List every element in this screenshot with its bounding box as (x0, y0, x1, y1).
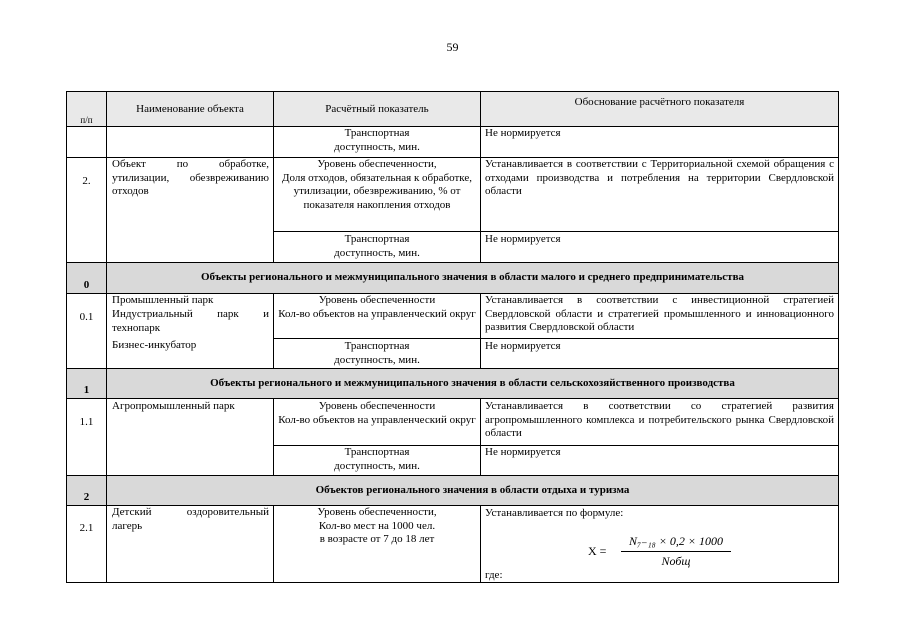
basis-cell: Устанавливается по формуле: (485, 507, 624, 519)
column-divider (106, 91, 107, 263)
header-object: Наименование объекта (136, 103, 244, 115)
header-num: п/п (80, 115, 93, 125)
column-divider (273, 293, 274, 369)
indicator-cell: Транспортная доступность, мин. (334, 340, 420, 366)
object-cell: Объект по обработке, утилизации, обезвреживанию отходов (112, 158, 269, 197)
header-basis: Обоснование расчётного показателя (574, 96, 745, 108)
row-number: 2. (82, 175, 91, 187)
subrow-divider (273, 338, 839, 339)
indicator-cell: Уровень обеспеченности Кол-во объектов на управленческий округ (278, 400, 476, 426)
column-divider (273, 398, 274, 476)
basis-cell: Не нормируется (485, 446, 561, 458)
indicator-cell: Транспортная доступность, мин. (334, 446, 420, 472)
row-divider (66, 475, 839, 476)
indicator-cell: Уровень обеспеченности, Доля отходов, обязательная к обработке, утилизации, обезвреживанию, % от показателя накопления отходов (281, 158, 472, 211)
object-cell: Промышленный парк (112, 294, 214, 306)
object-cell: Агропромышленный парк (112, 400, 235, 412)
table-border (66, 91, 67, 583)
basis-cell: Не нормируется (485, 127, 561, 139)
subrow-divider (273, 231, 839, 232)
column-divider (106, 505, 107, 583)
indicator-cell: Транспортная доступность, мин. (334, 233, 420, 259)
row-number: 0.1 (79, 311, 94, 323)
basis-cell: Не нормируется (485, 340, 561, 352)
basis-cell: Устанавливается в соответствии со стратегией развития агропромышленного комплекса и потребительского рынка Свердловской области (485, 400, 834, 439)
basis-cell: Не нормируется (485, 233, 561, 245)
column-divider (273, 505, 274, 583)
object-cell: Бизнес-инкубатор (112, 339, 197, 351)
table-border (838, 91, 839, 583)
indicator-cell: Уровень обеспеченности Кол-во объектов на управленческий округ (278, 294, 476, 320)
object-cell: Детский оздоровительный лагерь (112, 506, 269, 532)
row-number: 2.1 (79, 522, 94, 534)
basis-cell: Устанавливается в соответствии с инвестиционной стратегией Свердловской области и стратегией промышленного и инновационного развития Свердловской области (485, 294, 834, 333)
column-divider (273, 91, 274, 263)
indicator-cell: Транспортная доступность, мин. (334, 127, 420, 153)
row-number: 1.1 (79, 416, 94, 428)
formula (588, 534, 738, 570)
section-number: 2 (83, 491, 90, 503)
section-number: 1 (83, 384, 90, 396)
basis-cell: Устанавливается в соответствии с Территориальной схемой обращения с отходами производства и потребления на территории Свердловской области (485, 158, 834, 197)
row-divider (66, 368, 839, 369)
section-number: 0 (83, 279, 90, 291)
object-cell: Индустриальный парк и технопарк (112, 308, 269, 334)
column-divider (480, 505, 481, 583)
table-border (66, 91, 839, 92)
formula-fraction-line (621, 551, 731, 552)
row-divider (66, 398, 839, 399)
section-title: Объекты регионального и межмуниципального значения в области малого и среднего предпринимательства (200, 271, 745, 283)
column-divider (106, 293, 107, 369)
column-divider (480, 91, 481, 263)
section-title: Объектов регионального значения в области отдыха и туризма (315, 484, 630, 496)
formula-lhs: X = (588, 544, 607, 558)
formula-denominator: Nобщ (661, 554, 691, 568)
row-divider (66, 262, 839, 263)
column-divider (480, 293, 481, 369)
formula-numerator: N₇₋₁₈ × 0,2 × 1000 (628, 534, 724, 548)
indicator-cell: Уровень обеспеченности, Кол-во мест на 1000 чел. в возрасте от 7 до 18 лет (317, 506, 437, 545)
page-number: 59 (446, 40, 459, 54)
basis-cell: где: (485, 569, 503, 581)
column-divider (106, 398, 107, 476)
header-indicator: Расчётный показатель (325, 103, 429, 115)
section-title: Объекты регионального и межмуниципального значения в области сельскохозяйственного производства (210, 377, 735, 389)
column-divider (480, 398, 481, 476)
